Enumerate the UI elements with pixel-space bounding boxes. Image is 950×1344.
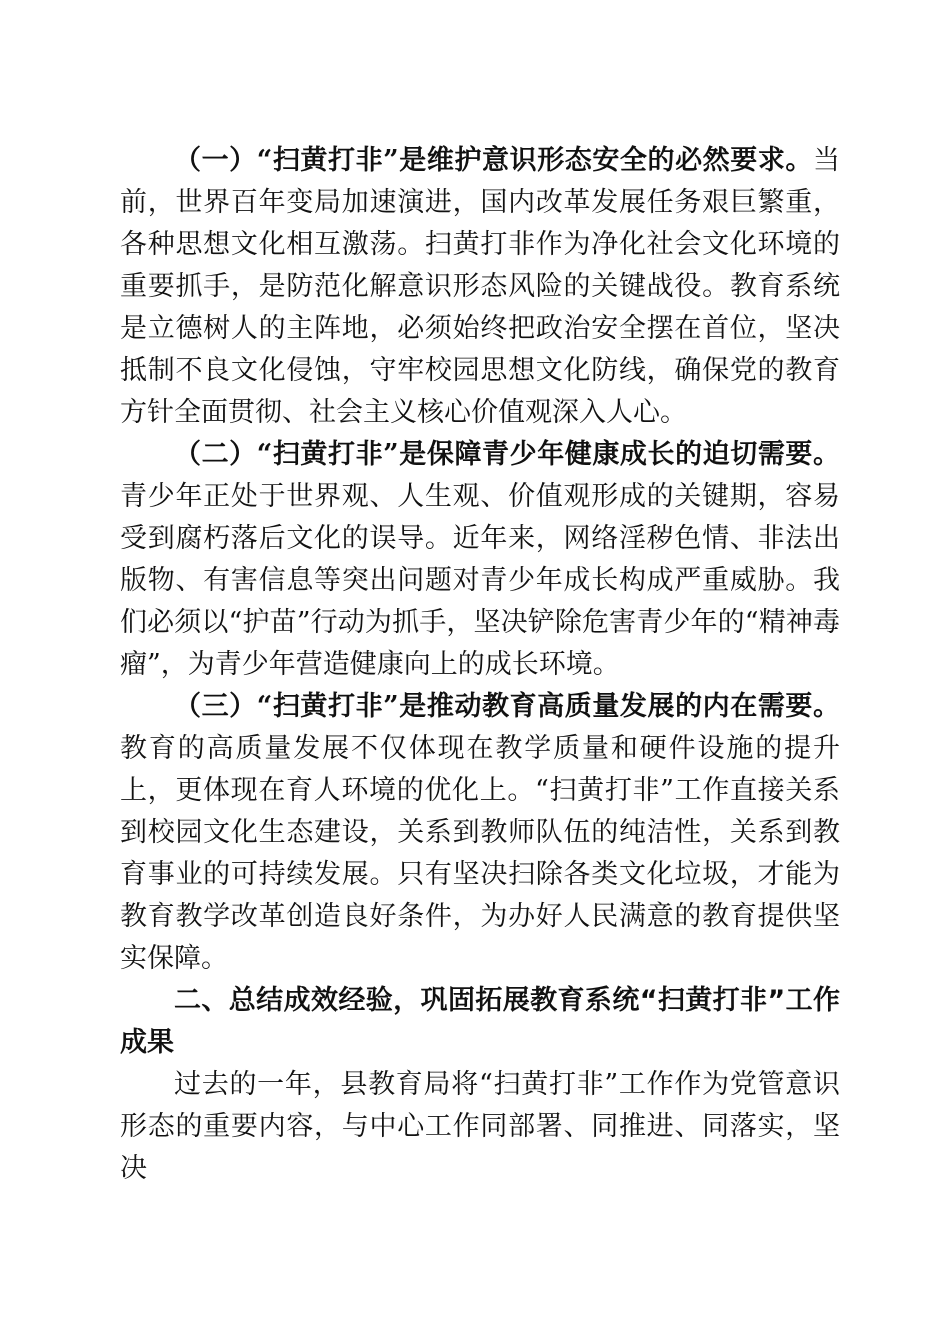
paragraph-text: 教育的高质量发展不仅体现在教学质量和硬件设施的提升上，更体现在育人环境的优化上。“扫黄打非”工作直接关系到校园文化生态建设，关系到教师队伍的纯洁性，关系到教育事业的可持续发展。只有坚决扫除各类文化垃圾，才能为教育教学改革创造良好条件，为办好人民满意的教育提供坚实保障。 (120, 733, 840, 974)
paragraph-youth-growth (120, 434, 840, 686)
paragraph-ideology-security (120, 140, 840, 434)
section-heading: 二、总结成效经验，巩固拓展教育系统“扫黄打非”工作成果 (120, 985, 840, 1058)
paragraph-lead: （一）“扫黄打非”是维护意识形态安全的必然要求。 (174, 145, 813, 176)
paragraph-text: 当前，世界百年变局加速演进，国内改革发展任务艰巨繁重，各种思想文化相互激荡。扫黄打非作为净化社会文化环境的重要抓手，是防范化解意识形态风险的关键战役。教育系统是立德树人的主阵地，必须始终把政治安全摆在首位，坚决抵制不良文化侵蚀，守牢校园思想文化防线，确保党的教育方针全面贯彻、社会主义核心价值观深入人心。 (120, 145, 840, 428)
paragraph-lead: （二）“扫黄打非”是保障青少年健康成长的迫切需要。 (174, 439, 840, 470)
document-body (120, 140, 840, 1190)
paragraph-text: 青少年正处于世界观、人生观、价值观形成的关键期，容易受到腐朽落后文化的误导。近年来，网络淫秽色情、非法出版物、有害信息等突出问题对青少年成长构成严重威胁。我们必须以“护苗”行动为抓手，坚决铲除危害青少年的“精神毒瘤”，为青少年营造健康向上的成长环境。 (120, 481, 840, 680)
paragraph-education-quality (120, 686, 840, 980)
paragraph-lead: （三）“扫黄打非”是推动教育高质量发展的内在需要。 (174, 691, 840, 722)
paragraph-past-year: 过去的一年，县教育局将“扫黄打非”工作作为党管意识形态的重要内容，与中心工作同部署、同推进、同落实，坚决 (120, 1069, 840, 1184)
